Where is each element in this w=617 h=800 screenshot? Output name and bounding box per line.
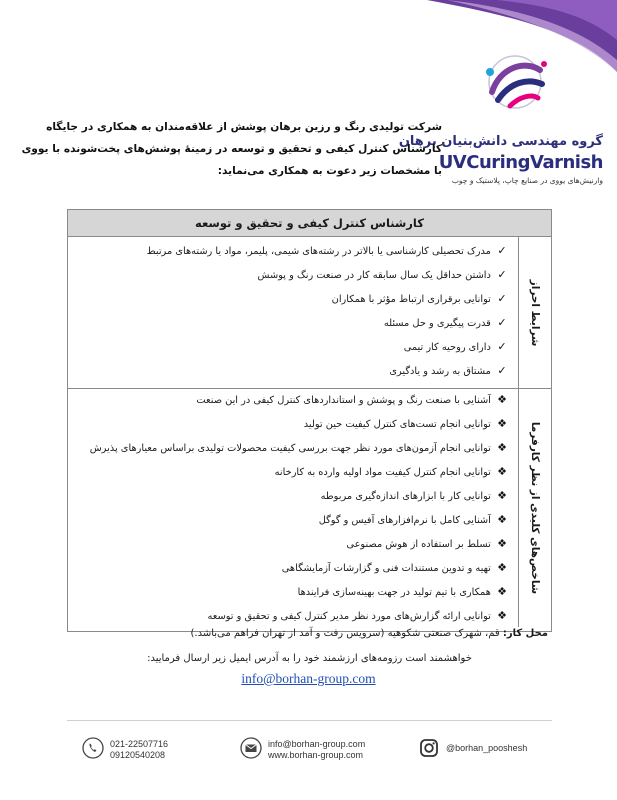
list-item: [72, 439, 510, 457]
checkmark-icon: ✓: [497, 244, 507, 257]
email-web: [268, 739, 365, 761]
list-item: [72, 535, 510, 553]
requirements-section: [68, 237, 551, 389]
contact-phone: [82, 737, 202, 763]
diamond-bullet-icon: ❖: [497, 417, 507, 430]
job-table: [67, 209, 552, 632]
work-location: [92, 628, 548, 639]
instagram-handle[interactable]: @borhan_pooshesh: [446, 743, 528, 753]
list-item-text: مشتاق به رشد و یادگیری: [389, 366, 491, 377]
footer-divider: [67, 720, 552, 721]
list-item-text: تسلط بر استفاده از هوش مصنوعی: [346, 539, 491, 550]
checkmark-icon: ✓: [497, 364, 507, 377]
diamond-bullet-icon: ❖: [497, 465, 507, 478]
diamond-bullet-icon: ❖: [497, 537, 507, 550]
kpi-section: [68, 389, 551, 627]
contact-website[interactable]: www.borhan-group.com: [268, 750, 364, 760]
phone-icon: [82, 737, 104, 759]
list-item: [72, 242, 510, 260]
checkmark-icon: ✓: [497, 268, 507, 281]
list-item: [72, 362, 510, 380]
checkmark-icon: ✓: [497, 340, 507, 353]
list-item: [72, 314, 510, 332]
list-item: [72, 415, 510, 433]
checkmark-icon: ✓: [497, 316, 507, 329]
phone-1[interactable]: 021-22507716: [110, 739, 169, 749]
intro-paragraph: [21, 116, 442, 182]
list-item: [72, 338, 510, 356]
list-item-text: تهیه و تدوین مستندات فنی و گزارشات آزمایشگاهی: [281, 563, 491, 574]
list-item-text: توانایی انجام تست‌های کنترل کیفیت حین تولید: [303, 419, 491, 430]
logo-brand: UVCuringVarnish: [438, 152, 603, 173]
diamond-bullet-icon: ❖: [497, 441, 507, 454]
list-item-text: آشنایی کامل با نرم‌افزارهای آفیس و گوگل: [318, 515, 491, 526]
diamond-bullet-icon: ❖: [497, 393, 507, 406]
list-item-text: توانایی انجام کنترل کیفیت مواد اولیه وارده به کارخانه: [274, 467, 491, 478]
contact-email-web: [240, 737, 390, 763]
list-item: [72, 266, 510, 284]
intro-line: با مشخصات زیر دعوت به همکاری می‌نماید:: [217, 165, 442, 177]
list-item-text: همکاری با تیم تولید در جهت بهینه‌سازی فرایندها: [297, 587, 491, 598]
list-item-text: توانایی کار با ابزارهای اندازه‌گیری مربوطه: [320, 491, 491, 502]
kpi-label-cell: [518, 389, 551, 627]
list-item-text: آشنایی با صنعت رنگ و پوشش و استانداردهای کنترل کیفی در این صنعت: [196, 395, 491, 406]
kpi-list: [68, 389, 518, 627]
list-item-text: دارای روحیه کار تیمی: [403, 342, 491, 353]
list-item: [72, 511, 510, 529]
list-item: [72, 391, 510, 409]
checkmark-icon: ✓: [497, 292, 507, 305]
logo-tagline: وارنیش‌های یووی در صنایع چاپ، پلاستیک و چوب: [451, 176, 603, 185]
diamond-bullet-icon: ❖: [497, 585, 507, 598]
intro-line: کارشناس کنترل کیفی و تحقیق و توسعه در زمینهٔ پوشش‌های پخت‌شونده با یووی: [21, 143, 442, 155]
requirements-label-cell: [518, 237, 551, 388]
list-item-text: قدرت پیگیری و حل مسئله: [383, 318, 491, 329]
company-logo: [398, 52, 603, 192]
contact-email[interactable]: info@borhan-group.com: [268, 739, 366, 749]
application-email-link[interactable]: info@borhan-group.com: [241, 671, 376, 686]
phone-2[interactable]: 09120540208: [110, 750, 166, 760]
list-item: [72, 487, 510, 505]
contact-instagram: [418, 737, 558, 763]
list-item-text: داشتن حداقل یک سال سابقه کار در صنعت رنگ و پوشش: [257, 270, 491, 281]
intro-line: شرکت تولیدی رنگ و رزین برهان پوشش از علاقه‌مندان به همکاری در جایگاه: [46, 121, 442, 133]
list-item-text: مدرک تحصیلی کارشناسی یا بالاتر در رشته‌های شیمی، پلیمر، مواد یا رشته‌های مرتبط: [146, 246, 491, 257]
list-item-text: توانایی برقراری ارتباط مؤثر با همکاران: [331, 294, 491, 305]
job-title: کارشناس کنترل کیفی و تحقیق و توسعه: [68, 210, 551, 237]
list-item-text: توانایی ارائه گزارش‌های مورد نظر مدیر کنترل کیفی و تحقیق و توسعه: [207, 611, 491, 622]
diamond-bullet-icon: ❖: [497, 609, 507, 622]
instagram-icon: [418, 737, 440, 759]
list-item: [72, 583, 510, 601]
mail-icon: [240, 737, 262, 759]
list-item: [72, 607, 510, 625]
logo-company-name: گروه مهندسی دانش‌بنیان برهان: [398, 134, 603, 149]
list-item: [72, 463, 510, 481]
location-label: محل کار:: [502, 628, 548, 639]
resume-request: خواهشمند است رزومه‌های ارزشمند خود را به آدرس ایمیل زیر ارسال فرمایید:: [147, 653, 472, 664]
requirements-list: [68, 237, 518, 388]
diamond-bullet-icon: ❖: [497, 561, 507, 574]
phone-numbers: [110, 739, 168, 761]
diamond-bullet-icon: ❖: [497, 513, 507, 526]
diamond-bullet-icon: ❖: [497, 489, 507, 502]
list-item-text: توانایی انجام آزمون‌های مورد نظر جهت بررسی کیفیت محصولات تولیدی براساس معیارهای پذیرش: [89, 443, 491, 454]
requirements-label: شرایط احراز: [529, 279, 541, 346]
list-item: [72, 290, 510, 308]
kpi-label: شاخص‌های کلیدی از نظر کارفرما: [529, 421, 541, 595]
logo-mark-icon: [470, 52, 560, 112]
location-text: قم، شهرک صنعتی شکوهیه (سرویس رفت و آمد از تهران فراهم می‌باشد.): [190, 628, 500, 639]
list-item: [72, 559, 510, 577]
